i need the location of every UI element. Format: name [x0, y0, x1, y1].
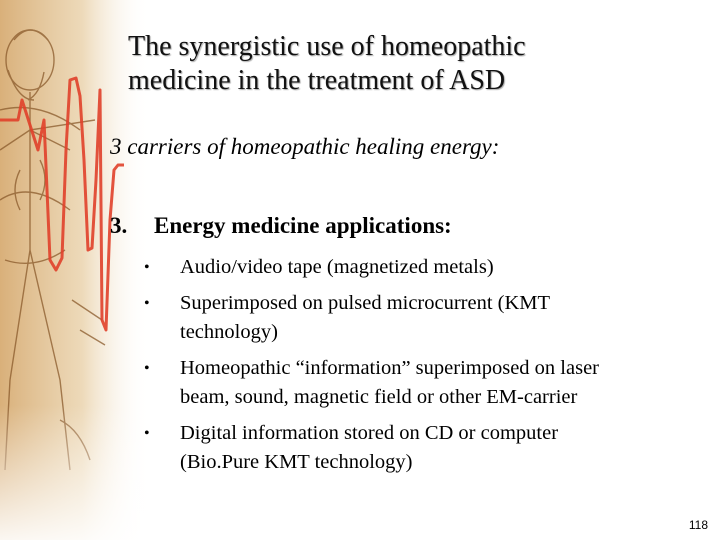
list-item-text: (Bio.Pure KMT technology)	[180, 451, 413, 473]
bullet-list	[140, 253, 700, 484]
bullet-icon: •	[144, 295, 150, 312]
page-number: 118	[688, 518, 708, 532]
list-item	[140, 419, 700, 477]
list-item	[140, 253, 700, 282]
list-item-text: Audio/video tape (magnetized metals)	[180, 256, 494, 278]
list-item-text: beam, sound, magnetic field or other EM-carrier	[180, 386, 578, 408]
slide-subtitle: 3 carriers of homeopathic healing energy:	[110, 134, 500, 159]
list-item-text: Superimposed on pulsed microcurrent (KMT	[180, 292, 551, 314]
slide-title-line-2: medicine in the treatment of ASD	[128, 65, 506, 96]
section-number: 3.	[110, 213, 128, 238]
bullet-icon: •	[144, 259, 150, 276]
list-item	[140, 354, 700, 412]
bullet-icon: •	[144, 360, 150, 377]
bullet-icon: •	[144, 425, 150, 442]
slide-title	[128, 30, 688, 98]
list-item-text: technology)	[180, 321, 278, 343]
section-heading-text: Energy medicine applications:	[154, 213, 452, 238]
list-item	[140, 289, 700, 347]
section-heading	[110, 213, 710, 239]
list-item-text: Homeopathic “information” superimposed on laser	[180, 357, 599, 379]
slide-title-line-1: The synergistic use of homeopathic	[128, 31, 526, 62]
list-item-text: Digital information stored on CD or computer	[180, 422, 559, 444]
